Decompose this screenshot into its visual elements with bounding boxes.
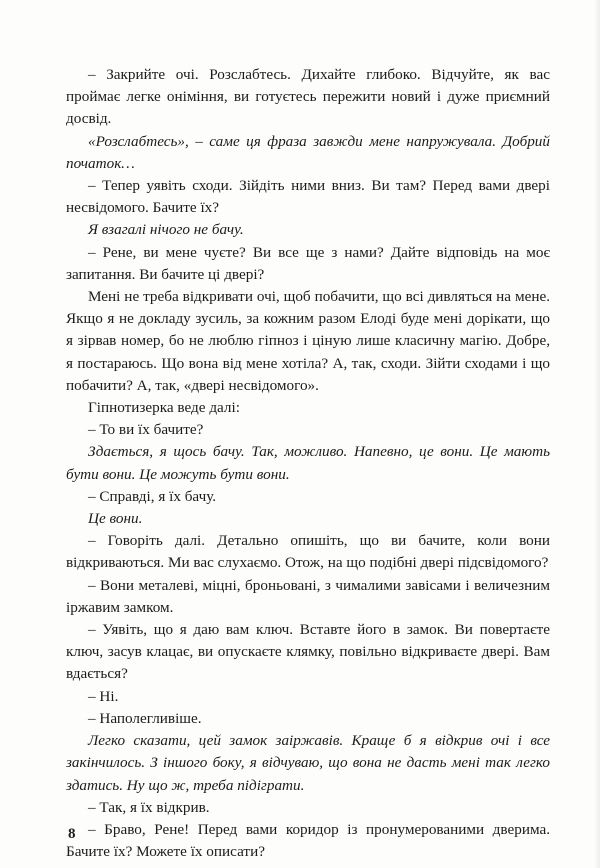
paragraph-italic: Це вони. [88,510,143,528]
paragraph: Гіпнотизерка веде далі: [88,399,240,417]
paragraph: – Говоріть далі. Детально опишіть, що ви бачите, коли вони відкриваються. Ми вас слухаємо. Отож, на що подібні двері підсвідомого? [66,532,550,572]
book-page-text [66,64,550,863]
paragraph: Мені не треба відкривати очі, щоб побачити, що всі дивляться на мене. Якщо я не докладу зусиль, за кожним разом Елоді буде мені дорікати, що я зірвав номер, бо не люблю гіпноз і ціную лише класичну магію. Добре, я постараюсь. Що вона від мене хотіла? А, так, сходи. Зійти сходами і що побачити? А, так, «двері несвідомого». [66,288,550,394]
page-edge-shadow [594,0,600,868]
paragraph-italic: Здається, я щось бачу. Так, можливо. Напевно, це вони. Це мають бути вони. Це можуть бути вони. [66,443,550,483]
paragraph: – Ні. [88,687,119,705]
page-number: 8 [68,826,76,842]
paragraph: – Рене, ви мене чуєте? Ви все ще з нами? Дайте відповідь на моє запитання. Ви бачите ці двері? [66,243,550,283]
paragraph: – Уявіть, що я даю вам ключ. Вставте його в замок. Ви повертаєте ключ, засув клацає, ви опускаєте клямку, повільно відкриваєте двері. Вам вдається? [66,621,550,683]
paragraph: – Тепер уявіть сходи. Зійдіть ними вниз. Ви там? Перед вами двері несвідомого. Бачите їх? [66,177,550,217]
paragraph: – Закрийте очі. Розслабтесь. Дихайте глибоко. Відчуйте, як вас проймає легке оніміння, ви готуєтесь пережити новий і дуже приємний досвід. [66,66,550,128]
paragraph: – Так, я їх відкрив. [88,798,210,816]
paragraph-italic: Я взагалі нічого не бачу. [88,221,244,239]
paragraph: – То ви їх бачите? [88,421,204,439]
paragraph-italic: «Розслабтесь», – саме ця фраза завжди мене напружувала. Добрий початок… [66,132,550,172]
paragraph: – Наполегливіше. [88,709,202,727]
paragraph: – Вони металеві, міцні, броньовані, з чималими завісами і величезним іржавим замком. [66,576,550,616]
paragraph: – Справді, я їх бачу. [88,487,217,505]
paragraph: – Браво, Рене! Перед вами коридор із пронумерованими дверима. Бачите їх? Можете їх описати? [66,820,550,861]
paragraph-italic: Легко сказати, цей замок заіржавів. Краще б я відкрив очі і все закінчилось. З іншого боку, я відчуваю, що вона не дасть мені так легко здатись. Ну що ж, треба підіграти. [66,732,550,794]
